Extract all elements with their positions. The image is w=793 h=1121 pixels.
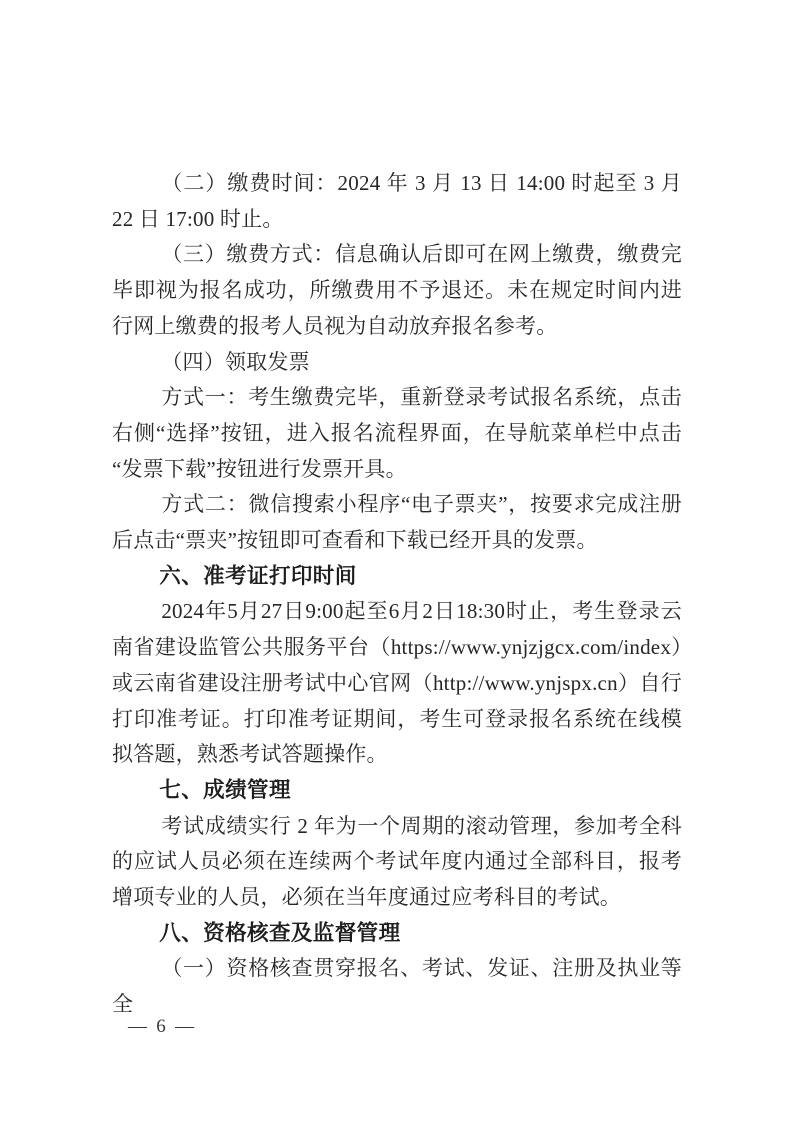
doc-paragraph-invoice-title: （四）领取发票: [161, 349, 310, 374]
section-heading-qualification-review: 八、资格核查及监督管理: [159, 920, 401, 945]
doc-paragraph-payment-method: （三）缴费方式：信息确认后即可在网上缴费，缴费完毕即视为报名成功，所缴费用不予退还。未在规定时间内进行网上缴费的报考人员视为自动放弃报名参考。: [112, 242, 682, 338]
section-heading-score-management: 七、成绩管理: [159, 777, 291, 802]
doc-paragraph-admission-ticket: 2024年5月27日9:00起至6月2日18:30时止，考生登录云南省建设监管公共服务平台（https://www.ynjzjgcx.com/index）或云南省建设注册考试中心官网（http://www.ynjspx.cn）自行打印准考证。打印准考证期间，考生可登录报名系统在线模拟答题，熟悉考试答题操作。: [112, 599, 682, 767]
doc-paragraph-invoice-method-2: 方式二：微信搜索小程序“电子票夹”，按要求完成注册后点击“票夹”按钮即可查看和下载已经开具的发票。: [112, 492, 682, 553]
document-body: [112, 166, 682, 1023]
section-heading-admission-ticket: 六、准考证打印时间: [159, 563, 357, 588]
doc-paragraph-payment-time: （二）缴费时间：2024 年 3 月 13 日 14:00 时起至 3 月 22 日 17:00 时止。: [112, 171, 682, 231]
doc-paragraph-score-management: 考试成绩实行 2 年为一个周期的滚动管理，参加考全科的应试人员必须在连续两个考试年度内通过全部科目，报考增项专业的人员，必须在当年度通过应考科目的考试。: [112, 813, 682, 910]
page-number: — 6 —: [128, 1016, 197, 1037]
doc-paragraph-qualification-review: （一）资格核查贯穿报名、考试、发证、注册及执业等全: [112, 956, 682, 1017]
doc-paragraph-invoice-method-1: 方式一：考生缴费完毕，重新登录考试报名系统，点击右侧“选择”按钮，进入报名流程界面，在导航菜单栏中点击“发票下载”按钮进行发票开具。: [112, 385, 682, 481]
